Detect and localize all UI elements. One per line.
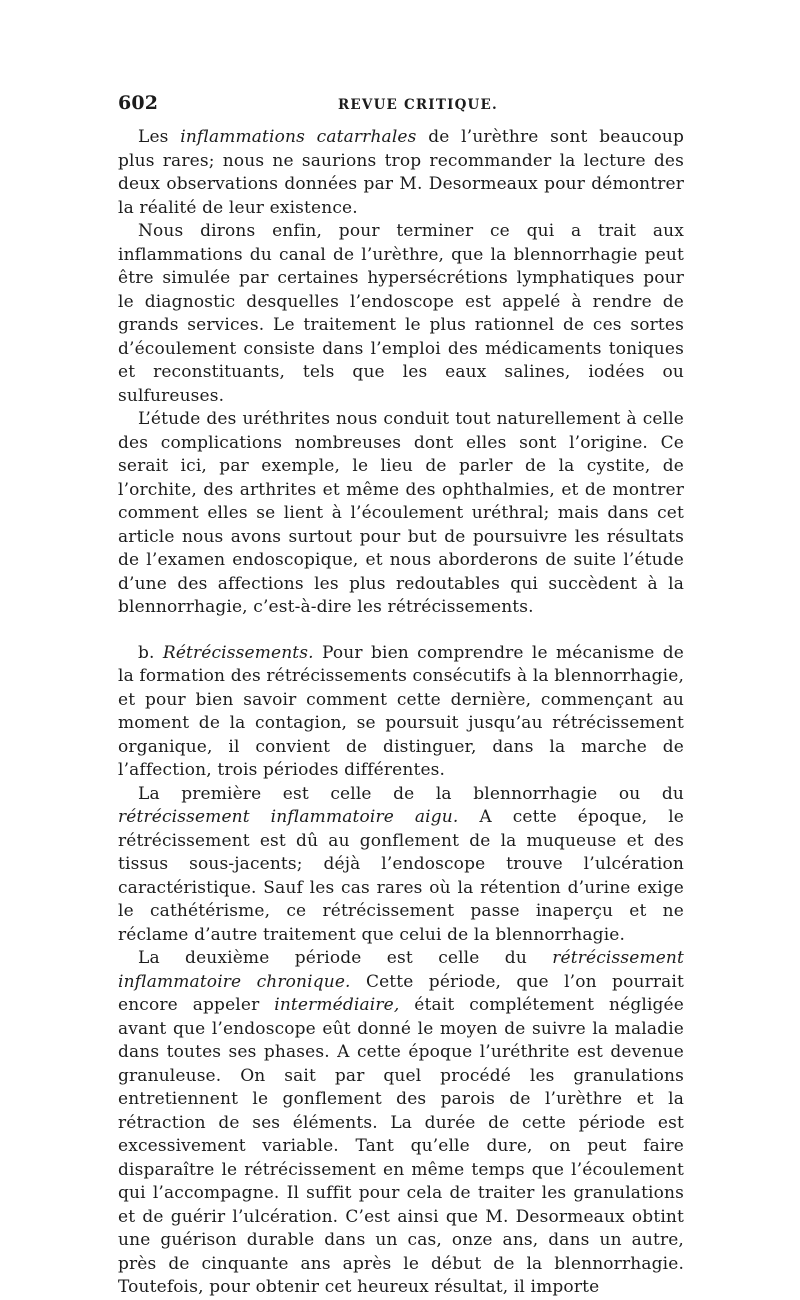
paragraph-second-period	[118, 947, 684, 1300]
p6-italic-intermediaire: intermédiaire,	[274, 995, 400, 1015]
p6-italic-term: rétrécissement inflammatoire chronique.	[118, 948, 684, 992]
p1-text-end: de l’urèthre sont beaucoup plus rares; nous ne saurions trop recommander la lecture des deux observations données par M. Desormeaux pour démontrer la réalité de leur existence.	[118, 127, 685, 218]
running-head	[118, 92, 684, 126]
paragraph-retrecissements	[118, 642, 684, 783]
p4-text: Pour bien comprendre le mécanisme de la formation des rétrécissements consécutifs à la blennorrhagie, et pour bien savoir comment cette dernière, commençant au moment de la contagion, se poursuit jusqu’au rétrécissement organique, il convient de distinguer, dans la marche de l’affection, trois périodes différentes.	[118, 642, 684, 780]
p1-text-start: Les	[138, 127, 181, 147]
journal-title: REVUE CRITIQUE.	[338, 97, 498, 113]
paragraph-first-period	[118, 783, 684, 948]
paragraph-complications: L’étude des uréthrites nous conduit tout naturellement à celle des complications nombreuses dont elles sont l’origine. Ce serait ici, par exemple, le lieu de parler de la cystite, de l’orchite, des arthrites et même des ophthalmies, et de montrer comment elles se lient à l’écoulement uréthral; mais dans cet article nous avons surtout pour but de poursuivre les résultats de l’examen endoscopique, et nous aborderons de suite l’étude d’une des affections les plus redoutables qui succèdent à la blennorrhagie, c’est-à-dire les rétrécissements.	[118, 409, 684, 617]
p5-text-start: La première est celle de la blennorrhagie ou du	[138, 783, 684, 804]
p6-text-end: était complétement négligée avant que l’endoscope eût donné le moyen de suivre la maladie dans toutes ses phases. A cette époque l’uréthrite est devenue granuleuse. On sait par quel procédé les granulations entretiennent le gonflement des parois de l’urèthre et la rétraction de ses éléments. La durée de cette période est excessivement variable. Tant qu’elle dure, on peut faire disparaître le rétrécissement en même temps que l’écoulement qui l’accompagne. Il suffit pour cela de traiter les granulations et de guérir l’ulcération. C’est ainsi que M. Desormeaux obtint une guérison durable dans un cas, onze ans, dans un autre, près de cinquante ans après le début de la blennorrhagie. Toutefois, pour obtenir cet heureux résultat, il importe	[118, 995, 684, 1297]
paragraph-catarrhal-inflammations	[118, 126, 684, 220]
p4-section-heading: Rétrécissements.	[162, 642, 314, 663]
book-page	[118, 92, 684, 1300]
page-number: 602	[118, 92, 159, 114]
p6-text-middle: Cette période, que l’on pourrait encore appeler	[118, 971, 684, 1015]
p5-italic-term: rétrécissement inflammatoire aigu.	[118, 807, 459, 827]
p4-section-letter: b.	[138, 642, 163, 663]
paragraph-simulated-blennorrhagia: Nous dirons enfin, pour terminer ce qui a trait aux inflammations du canal de l’urèthre, que la blennorrhagie peut être simulée par certaines hypersécrétions lymphatiques pour le diagnostic desquelles l’endoscope est appelé à rendre de grands services. Le traitement le plus rationnel de ces sortes d’écoulement consiste dans l’emploi des médicaments toniques et reconstituants, tels que les eaux salines, iodées ou sulfureuses.	[118, 221, 684, 406]
p1-italic-term: inflammations catarrhales	[180, 127, 417, 147]
p6-text-start: La deuxième période est celle du	[138, 948, 553, 968]
p5-text-end: A cette époque, le rétrécissement est dû au gonflement de la muqueuse et des tissus sous-jacents; déjà l’endoscope trouve l’ulcération caractéristique. Sauf les cas rares où la rétention d’urine exige le cathétérisme, ce rétrécissement passe inaperçu et ne réclame d’autre traitement que celui de la blennorrhagie.	[118, 807, 684, 945]
